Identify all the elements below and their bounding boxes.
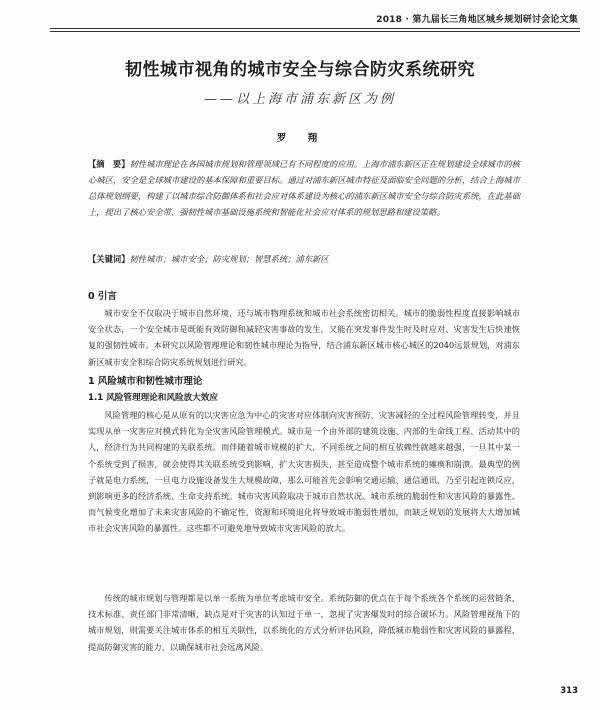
- page-number: 313: [560, 686, 578, 696]
- paper-title: 韧性城市视角的城市安全与综合防灾系统研究: [125, 60, 475, 80]
- paper-subtitle: ——以上海市浦东新区为例: [203, 92, 396, 107]
- header-rule-thin: [50, 31, 580, 32]
- abstract: [88, 156, 520, 220]
- section-1-1-paragraph-1: 风险管理的核心是从原有的以灾害应急为中心的灾害对应体制向灾害预防、灾害减轻的全过程风险管理转变，并且实现从单一灾害应对模式转化为全灾害风险管理模式。城市是一个由外部的建筑设施、内部的生命线工程、活动其中的人，经济行为共同构建的关联系统。而伴随着城市规模的扩大，不同系统之间的相互依赖性就越来越强，一旦其中某一个系统受到了损害，就会使得其关联系统受到影响，扩大灾害损失，甚至造成整个城市系统的瘫痪和崩溃。最典型的例子就是电力系统，一旦电力设施设备发生大规模故障，那么可能首先会影响交通运输、通信通讯，乃至引起连锁反应，到影响更多的经济系统、生命支持系统。城市灾害风险取决于城市自然状况、城市系统的脆弱性和灾害风险的暴露性。而气候变化增加了未来灾害风险的不确定性，资源和环境退化将导致城市脆弱性增加，而缺乏规划的发展将大大增加城市社会灾害风险的暴露性。这些都不可避免地导致城市灾害风险的放大。: [88, 410, 520, 534]
- keywords-label: 【关键词】: [88, 254, 130, 264]
- running-header: 2018 · 第九届长三角地区城乡规划研讨会论文集: [376, 15, 578, 25]
- section-1-heading: 1 风险城市和韧性城市理论: [88, 376, 203, 387]
- section-0-paragraph: 城市安全不仅取决于城市自然环境，还与城市物理系统和城市社会系统密切相关。城市的脆弱性程度直接影响城市安全状态，一个安全城市是既能有效防御和减轻灾害事故的发生，又能在突发事件发生时及时应对、灾害发生后快速恢复的强韧性城市。本研究以风险管理理论和韧性城市理论为指导，结合浦东新区城市核心城区的2040远景规划，对浦东新区城市安全和综合防灾系统规划进行研究。: [88, 308, 520, 367]
- section-0-heading: 0 引言: [88, 291, 117, 302]
- keywords-text: 韧性城市；城市安全；防灾规划；智慧系统；浦东新区: [129, 254, 329, 264]
- section-1-1-heading: 1.1 风险管理理论和风险放大效应: [88, 393, 218, 403]
- section-1-1-paragraph-2: 传统的城市规划与管理都是以单一系统为单位考虑城市安全。系统防御的优点在于每个系统各个系统的运营链条、技术标准、责任部门非常清晰，缺点是对于灾害的认知过于单一，忽视了灾害爆发时的综合破坏力。风险管理视角下的城市规划，则需要关注城市体系的相互关联性，以系统化的方式分析评估风险，降低城市脆弱性和灾害风险的暴露程，提高防御灾害的能力，以确保城市社会远离风险。: [88, 593, 520, 652]
- author: 罗 翔: [276, 133, 324, 144]
- header-rule-thick: [50, 28, 580, 29]
- abstract-label: 【摘 要】: [88, 159, 130, 169]
- keywords: [88, 252, 520, 266]
- abstract-text: 韧性城市理论在各国城市规划和管理领域已有不同程度的应用。上海市浦东新区正在规划建设全球城市的核心城区，安全是全球城市建设的基本保障和重要目标。通过对浦东新区城市特征及面临安全问题的分析，结合上海城市总体规划纲要，构建了以城市综合防御体系和社会应对体系建设为核心的浦东新区城市安全与综合防灾系统，在此基础上，提出了核心安全带、强韧性城市基础设施系统和智能化社会应对体系的规划思路和建设策略。: [88, 159, 520, 217]
